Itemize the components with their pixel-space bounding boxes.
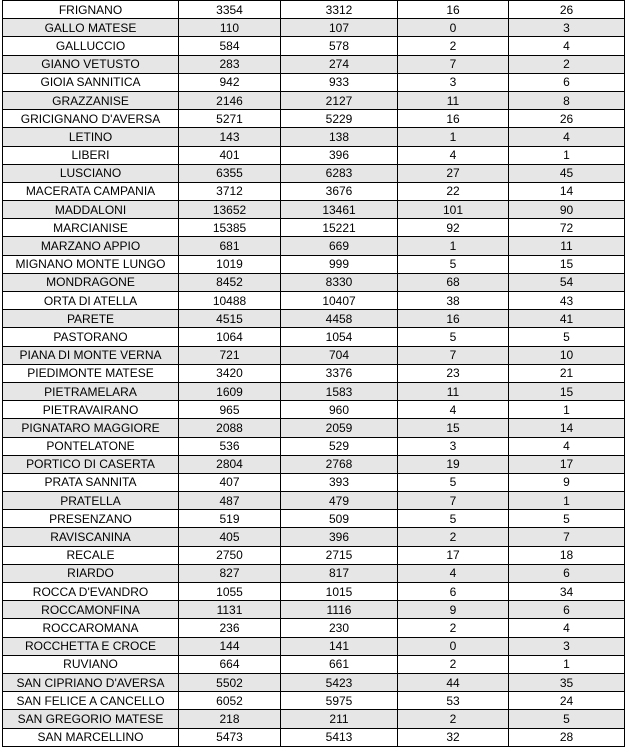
municipality-cell: PIEDIMONTE MATESE <box>3 364 179 382</box>
value-cell-1: 13652 <box>179 201 281 219</box>
value-cell-3: 38 <box>398 292 509 310</box>
table-row <box>3 492 625 510</box>
value-cell-4: 6 <box>509 601 625 619</box>
value-cell-4: 1 <box>509 401 625 419</box>
value-cell-3: 2 <box>398 655 509 673</box>
table-row <box>3 655 625 673</box>
municipality-cell: LUSCIANO <box>3 164 179 182</box>
table-row <box>3 564 625 582</box>
value-cell-4: 9 <box>509 473 625 491</box>
table-row <box>3 619 625 637</box>
value-cell-1: 5271 <box>179 110 281 128</box>
value-cell-1: 827 <box>179 564 281 582</box>
table-row <box>3 91 625 109</box>
value-cell-2: 4458 <box>281 310 398 328</box>
value-cell-2: 396 <box>281 528 398 546</box>
value-cell-1: 283 <box>179 55 281 73</box>
value-cell-4: 26 <box>509 1 625 19</box>
value-cell-1: 10488 <box>179 292 281 310</box>
value-cell-2: 2715 <box>281 546 398 564</box>
value-cell-4: 14 <box>509 419 625 437</box>
value-cell-2: 393 <box>281 473 398 491</box>
value-cell-4: 4 <box>509 37 625 55</box>
municipality-cell: SAN FELICE A CANCELLO <box>3 692 179 710</box>
value-cell-4: 15 <box>509 255 625 273</box>
value-cell-2: 669 <box>281 237 398 255</box>
value-cell-1: 536 <box>179 437 281 455</box>
value-cell-4: 5 <box>509 328 625 346</box>
table-row <box>3 583 625 601</box>
value-cell-2: 6283 <box>281 164 398 182</box>
value-cell-4: 4 <box>509 619 625 637</box>
value-cell-3: 23 <box>398 364 509 382</box>
value-cell-4: 18 <box>509 546 625 564</box>
value-cell-1: 1064 <box>179 328 281 346</box>
value-cell-1: 1055 <box>179 583 281 601</box>
value-cell-4: 6 <box>509 73 625 91</box>
value-cell-4: 45 <box>509 164 625 182</box>
value-cell-2: 8330 <box>281 273 398 291</box>
value-cell-3: 44 <box>398 673 509 691</box>
value-cell-4: 7 <box>509 528 625 546</box>
municipality-cell: MARZANO APPIO <box>3 237 179 255</box>
value-cell-3: 92 <box>398 219 509 237</box>
value-cell-4: 1 <box>509 655 625 673</box>
value-cell-2: 1116 <box>281 601 398 619</box>
value-cell-4: 11 <box>509 237 625 255</box>
value-cell-1: 4515 <box>179 310 281 328</box>
municipality-cell: PIETRAMELARA <box>3 382 179 400</box>
value-cell-2: 274 <box>281 55 398 73</box>
value-cell-3: 2 <box>398 619 509 637</box>
value-cell-3: 16 <box>398 1 509 19</box>
table-row <box>3 328 625 346</box>
value-cell-4: 14 <box>509 182 625 200</box>
value-cell-3: 2 <box>398 37 509 55</box>
municipality-cell: MACERATA CAMPANIA <box>3 182 179 200</box>
table-row <box>3 510 625 528</box>
value-cell-4: 6 <box>509 564 625 582</box>
value-cell-2: 5413 <box>281 728 398 746</box>
value-cell-1: 1131 <box>179 601 281 619</box>
municipality-cell: ORTA DI ATELLA <box>3 292 179 310</box>
table-row <box>3 273 625 291</box>
table-row <box>3 1 625 19</box>
value-cell-4: 3 <box>509 19 625 37</box>
value-cell-2: 1583 <box>281 382 398 400</box>
table-row <box>3 128 625 146</box>
value-cell-4: 1 <box>509 492 625 510</box>
value-cell-4: 5 <box>509 710 625 728</box>
value-cell-2: 1015 <box>281 583 398 601</box>
table-row <box>3 346 625 364</box>
municipality-cell: PASTORANO <box>3 328 179 346</box>
value-cell-3: 22 <box>398 182 509 200</box>
value-cell-4: 35 <box>509 673 625 691</box>
table-row <box>3 364 625 382</box>
value-cell-4: 34 <box>509 583 625 601</box>
value-cell-3: 2 <box>398 528 509 546</box>
value-cell-4: 24 <box>509 692 625 710</box>
municipality-cell: ROCCAMONFINA <box>3 601 179 619</box>
value-cell-1: 8452 <box>179 273 281 291</box>
value-cell-2: 960 <box>281 401 398 419</box>
table-row <box>3 219 625 237</box>
value-cell-2: 933 <box>281 73 398 91</box>
value-cell-1: 2804 <box>179 455 281 473</box>
municipality-cell: MADDALONI <box>3 201 179 219</box>
value-cell-4: 4 <box>509 128 625 146</box>
value-cell-2: 999 <box>281 255 398 273</box>
value-cell-4: 10 <box>509 346 625 364</box>
table-row <box>3 528 625 546</box>
municipality-cell: RAVISCANINA <box>3 528 179 546</box>
municipality-cell: SAN GREGORIO MATESE <box>3 710 179 728</box>
table-row <box>3 473 625 491</box>
value-cell-2: 2768 <box>281 455 398 473</box>
municipality-cell: LIBERI <box>3 146 179 164</box>
value-cell-2: 141 <box>281 637 398 655</box>
value-cell-2: 5975 <box>281 692 398 710</box>
municipality-cell: RUVIANO <box>3 655 179 673</box>
value-cell-3: 5 <box>398 473 509 491</box>
table-row <box>3 455 625 473</box>
value-cell-3: 3 <box>398 73 509 91</box>
value-cell-1: 3712 <box>179 182 281 200</box>
value-cell-4: 5 <box>509 510 625 528</box>
value-cell-2: 5229 <box>281 110 398 128</box>
table-row <box>3 710 625 728</box>
value-cell-3: 7 <box>398 346 509 364</box>
municipality-cell: ROCCA D'EVANDRO <box>3 583 179 601</box>
table-row <box>3 255 625 273</box>
municipality-cell: PIETRAVAIRANO <box>3 401 179 419</box>
value-cell-2: 704 <box>281 346 398 364</box>
value-cell-1: 942 <box>179 73 281 91</box>
value-cell-3: 7 <box>398 55 509 73</box>
table-row <box>3 437 625 455</box>
municipality-cell: PORTICO DI CASERTA <box>3 455 179 473</box>
value-cell-3: 4 <box>398 564 509 582</box>
municipality-cell: FRIGNANO <box>3 1 179 19</box>
value-cell-2: 529 <box>281 437 398 455</box>
value-cell-3: 2 <box>398 710 509 728</box>
municipality-table <box>2 0 625 747</box>
municipality-cell: GIANO VETUSTO <box>3 55 179 73</box>
value-cell-3: 7 <box>398 492 509 510</box>
value-cell-2: 5423 <box>281 673 398 691</box>
value-cell-3: 32 <box>398 728 509 746</box>
table-row <box>3 73 625 91</box>
municipality-cell: GALLUCCIO <box>3 37 179 55</box>
value-cell-2: 661 <box>281 655 398 673</box>
municipality-cell: SAN MARCELLINO <box>3 728 179 746</box>
value-cell-3: 16 <box>398 110 509 128</box>
table-row <box>3 292 625 310</box>
value-cell-1: 519 <box>179 510 281 528</box>
value-cell-3: 3 <box>398 437 509 455</box>
municipality-cell: PRESENZANO <box>3 510 179 528</box>
value-cell-3: 15 <box>398 419 509 437</box>
value-cell-3: 19 <box>398 455 509 473</box>
value-cell-4: 1 <box>509 146 625 164</box>
table-row <box>3 310 625 328</box>
table-row <box>3 110 625 128</box>
municipality-cell: GALLO MATESE <box>3 19 179 37</box>
value-cell-2: 578 <box>281 37 398 55</box>
municipality-cell: LETINO <box>3 128 179 146</box>
table-row <box>3 692 625 710</box>
value-cell-4: 54 <box>509 273 625 291</box>
value-cell-3: 0 <box>398 637 509 655</box>
value-cell-3: 6 <box>398 583 509 601</box>
value-cell-2: 107 <box>281 19 398 37</box>
municipality-cell: PARETE <box>3 310 179 328</box>
value-cell-3: 5 <box>398 510 509 528</box>
value-cell-3: 1 <box>398 128 509 146</box>
value-cell-2: 10407 <box>281 292 398 310</box>
value-cell-2: 2127 <box>281 91 398 109</box>
municipality-cell: GIOIA SANNITICA <box>3 73 179 91</box>
value-cell-1: 15385 <box>179 219 281 237</box>
value-cell-1: 487 <box>179 492 281 510</box>
value-cell-4: 72 <box>509 219 625 237</box>
data-table-container <box>2 0 624 747</box>
value-cell-1: 236 <box>179 619 281 637</box>
value-cell-1: 664 <box>179 655 281 673</box>
value-cell-3: 11 <box>398 91 509 109</box>
value-cell-1: 5473 <box>179 728 281 746</box>
value-cell-2: 3676 <box>281 182 398 200</box>
table-body <box>3 1 625 747</box>
value-cell-4: 8 <box>509 91 625 109</box>
value-cell-3: 1 <box>398 237 509 255</box>
table-row <box>3 401 625 419</box>
value-cell-1: 407 <box>179 473 281 491</box>
value-cell-3: 0 <box>398 19 509 37</box>
municipality-cell: RECALE <box>3 546 179 564</box>
value-cell-2: 13461 <box>281 201 398 219</box>
municipality-cell: MONDRAGONE <box>3 273 179 291</box>
value-cell-1: 3420 <box>179 364 281 382</box>
value-cell-2: 211 <box>281 710 398 728</box>
value-cell-3: 9 <box>398 601 509 619</box>
municipality-cell: GRAZZANISE <box>3 91 179 109</box>
value-cell-4: 43 <box>509 292 625 310</box>
value-cell-1: 6052 <box>179 692 281 710</box>
value-cell-1: 5502 <box>179 673 281 691</box>
table-row <box>3 146 625 164</box>
value-cell-3: 5 <box>398 328 509 346</box>
value-cell-1: 110 <box>179 19 281 37</box>
value-cell-1: 143 <box>179 128 281 146</box>
value-cell-2: 396 <box>281 146 398 164</box>
value-cell-3: 11 <box>398 382 509 400</box>
value-cell-4: 28 <box>509 728 625 746</box>
table-row <box>3 673 625 691</box>
value-cell-1: 401 <box>179 146 281 164</box>
value-cell-1: 965 <box>179 401 281 419</box>
value-cell-2: 15221 <box>281 219 398 237</box>
municipality-cell: ROCCHETTA E CROCE <box>3 637 179 655</box>
municipality-cell: ROCCAROMANA <box>3 619 179 637</box>
value-cell-1: 218 <box>179 710 281 728</box>
value-cell-1: 3354 <box>179 1 281 19</box>
value-cell-3: 16 <box>398 310 509 328</box>
value-cell-3: 53 <box>398 692 509 710</box>
value-cell-1: 144 <box>179 637 281 655</box>
table-row <box>3 182 625 200</box>
municipality-cell: PRATA SANNITA <box>3 473 179 491</box>
municipality-cell: MARCIANISE <box>3 219 179 237</box>
municipality-cell: PRATELLA <box>3 492 179 510</box>
value-cell-1: 2146 <box>179 91 281 109</box>
value-cell-1: 2750 <box>179 546 281 564</box>
value-cell-4: 41 <box>509 310 625 328</box>
value-cell-4: 2 <box>509 55 625 73</box>
value-cell-4: 17 <box>509 455 625 473</box>
table-row <box>3 382 625 400</box>
value-cell-3: 4 <box>398 146 509 164</box>
table-row <box>3 55 625 73</box>
municipality-cell: SAN CIPRIANO D'AVERSA <box>3 673 179 691</box>
value-cell-4: 15 <box>509 382 625 400</box>
municipality-cell: GRICIGNANO D'AVERSA <box>3 110 179 128</box>
value-cell-2: 230 <box>281 619 398 637</box>
value-cell-1: 405 <box>179 528 281 546</box>
table-row <box>3 419 625 437</box>
value-cell-4: 26 <box>509 110 625 128</box>
municipality-cell: MIGNANO MONTE LUNGO <box>3 255 179 273</box>
municipality-cell: PONTELATONE <box>3 437 179 455</box>
value-cell-1: 1609 <box>179 382 281 400</box>
value-cell-3: 17 <box>398 546 509 564</box>
value-cell-3: 5 <box>398 255 509 273</box>
value-cell-1: 584 <box>179 37 281 55</box>
table-row <box>3 19 625 37</box>
value-cell-1: 6355 <box>179 164 281 182</box>
value-cell-3: 101 <box>398 201 509 219</box>
value-cell-4: 4 <box>509 437 625 455</box>
value-cell-3: 68 <box>398 273 509 291</box>
table-row <box>3 201 625 219</box>
value-cell-2: 479 <box>281 492 398 510</box>
value-cell-4: 21 <box>509 364 625 382</box>
value-cell-4: 90 <box>509 201 625 219</box>
value-cell-1: 681 <box>179 237 281 255</box>
value-cell-3: 27 <box>398 164 509 182</box>
municipality-cell: RIARDO <box>3 564 179 582</box>
value-cell-3: 4 <box>398 401 509 419</box>
value-cell-2: 1054 <box>281 328 398 346</box>
municipality-cell: PIANA DI MONTE VERNA <box>3 346 179 364</box>
value-cell-2: 3376 <box>281 364 398 382</box>
table-row <box>3 237 625 255</box>
table-row <box>3 546 625 564</box>
value-cell-2: 3312 <box>281 1 398 19</box>
municipality-cell: PIGNATARO MAGGIORE <box>3 419 179 437</box>
table-row <box>3 164 625 182</box>
value-cell-4: 3 <box>509 637 625 655</box>
value-cell-2: 817 <box>281 564 398 582</box>
table-row <box>3 601 625 619</box>
table-row <box>3 637 625 655</box>
value-cell-2: 2059 <box>281 419 398 437</box>
value-cell-1: 721 <box>179 346 281 364</box>
value-cell-1: 1019 <box>179 255 281 273</box>
value-cell-1: 2088 <box>179 419 281 437</box>
table-row <box>3 37 625 55</box>
value-cell-2: 509 <box>281 510 398 528</box>
table-row <box>3 728 625 746</box>
value-cell-2: 138 <box>281 128 398 146</box>
